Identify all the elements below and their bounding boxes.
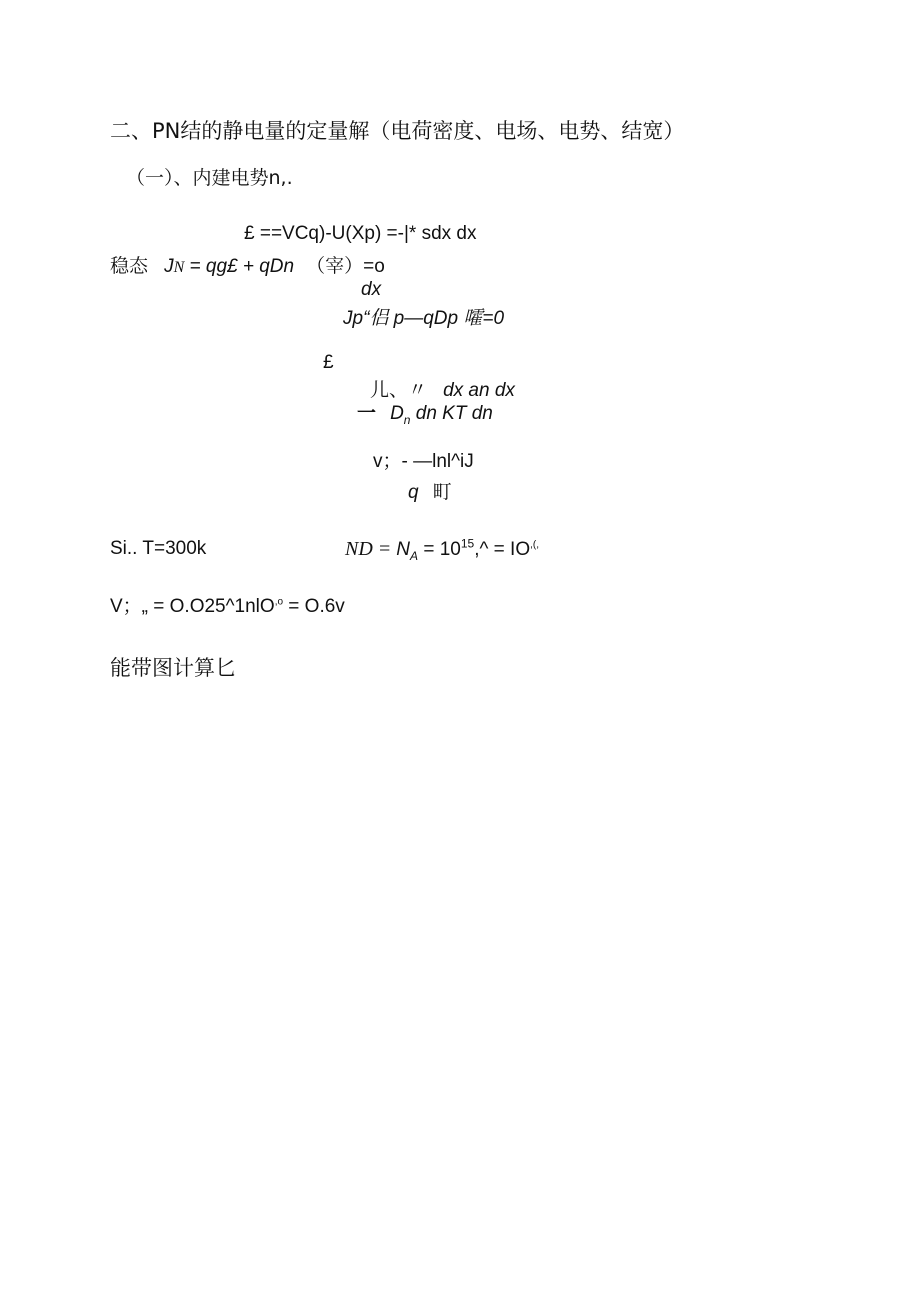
built-in-voltage-result bbox=[110, 597, 345, 616]
result-end: = O.6v bbox=[283, 596, 345, 617]
equation-line-b-d: D bbox=[390, 403, 404, 424]
equation-line-a-prefix: 儿、〃 bbox=[370, 379, 428, 401]
equation-q-line bbox=[408, 483, 452, 502]
subsection-heading: （一）、内建电势n,. bbox=[126, 167, 293, 189]
equation-line-b bbox=[357, 402, 493, 427]
equation-line-a bbox=[370, 381, 515, 400]
equation-q-rest: 町 bbox=[432, 481, 452, 503]
doping-value: = 10 bbox=[418, 539, 461, 560]
doping-tail: ,^ = IO bbox=[474, 539, 531, 560]
silicon-parameters-left: Si.. T=300k bbox=[110, 538, 207, 559]
silicon-doping-equation bbox=[345, 536, 539, 563]
steady-state-bracket: （宰） bbox=[306, 255, 364, 277]
equation-q-symbol: q bbox=[408, 482, 419, 503]
equation-epsilon: £ bbox=[323, 352, 334, 373]
acceptor-concentration-symbol: N bbox=[396, 539, 411, 560]
equation-steady-state bbox=[110, 257, 385, 276]
band-diagram-heading: 能带图计算匕 bbox=[110, 656, 236, 680]
equation-dx-denominator: dx bbox=[361, 279, 382, 300]
equation-line-a-rest: dx an dx bbox=[443, 380, 515, 401]
equation-hole-current: Jp“侣 p—qDp 嚯=0 bbox=[343, 308, 505, 329]
steady-state-rhs: = qg£ + qDn bbox=[184, 256, 295, 277]
doping-equals: = bbox=[372, 538, 397, 560]
steady-state-label: 稳态 bbox=[110, 255, 149, 277]
doping-tail-superscript: ,(, bbox=[530, 539, 539, 551]
doping-exponent: 15 bbox=[460, 536, 475, 551]
donor-concentration-symbol: ND bbox=[345, 538, 373, 560]
section-heading: 二、PN结的静电量的定量解（电荷密度、电场、电势、结宽） bbox=[110, 119, 685, 143]
steady-state-tail: =o bbox=[363, 256, 385, 277]
equation-line-b-dash: 一 bbox=[357, 402, 377, 424]
equation-line-b-rest: dn KT dn bbox=[410, 403, 493, 424]
equation-line-b-d-sub: n bbox=[403, 412, 411, 427]
acceptor-concentration-subscript: A bbox=[410, 548, 419, 563]
current-density-symbol: J bbox=[164, 256, 174, 277]
equation-built-in-potential: £ ==VCq)-U(Xp) =-|* sdx dx bbox=[244, 223, 477, 244]
equation-built-in-voltage: v；- —lnl^iJ bbox=[373, 451, 474, 472]
current-density-subscript: N bbox=[173, 259, 185, 276]
result-superscript: ,o bbox=[274, 596, 284, 608]
result-main: V；„ = O.O25^1nlO bbox=[110, 596, 275, 617]
